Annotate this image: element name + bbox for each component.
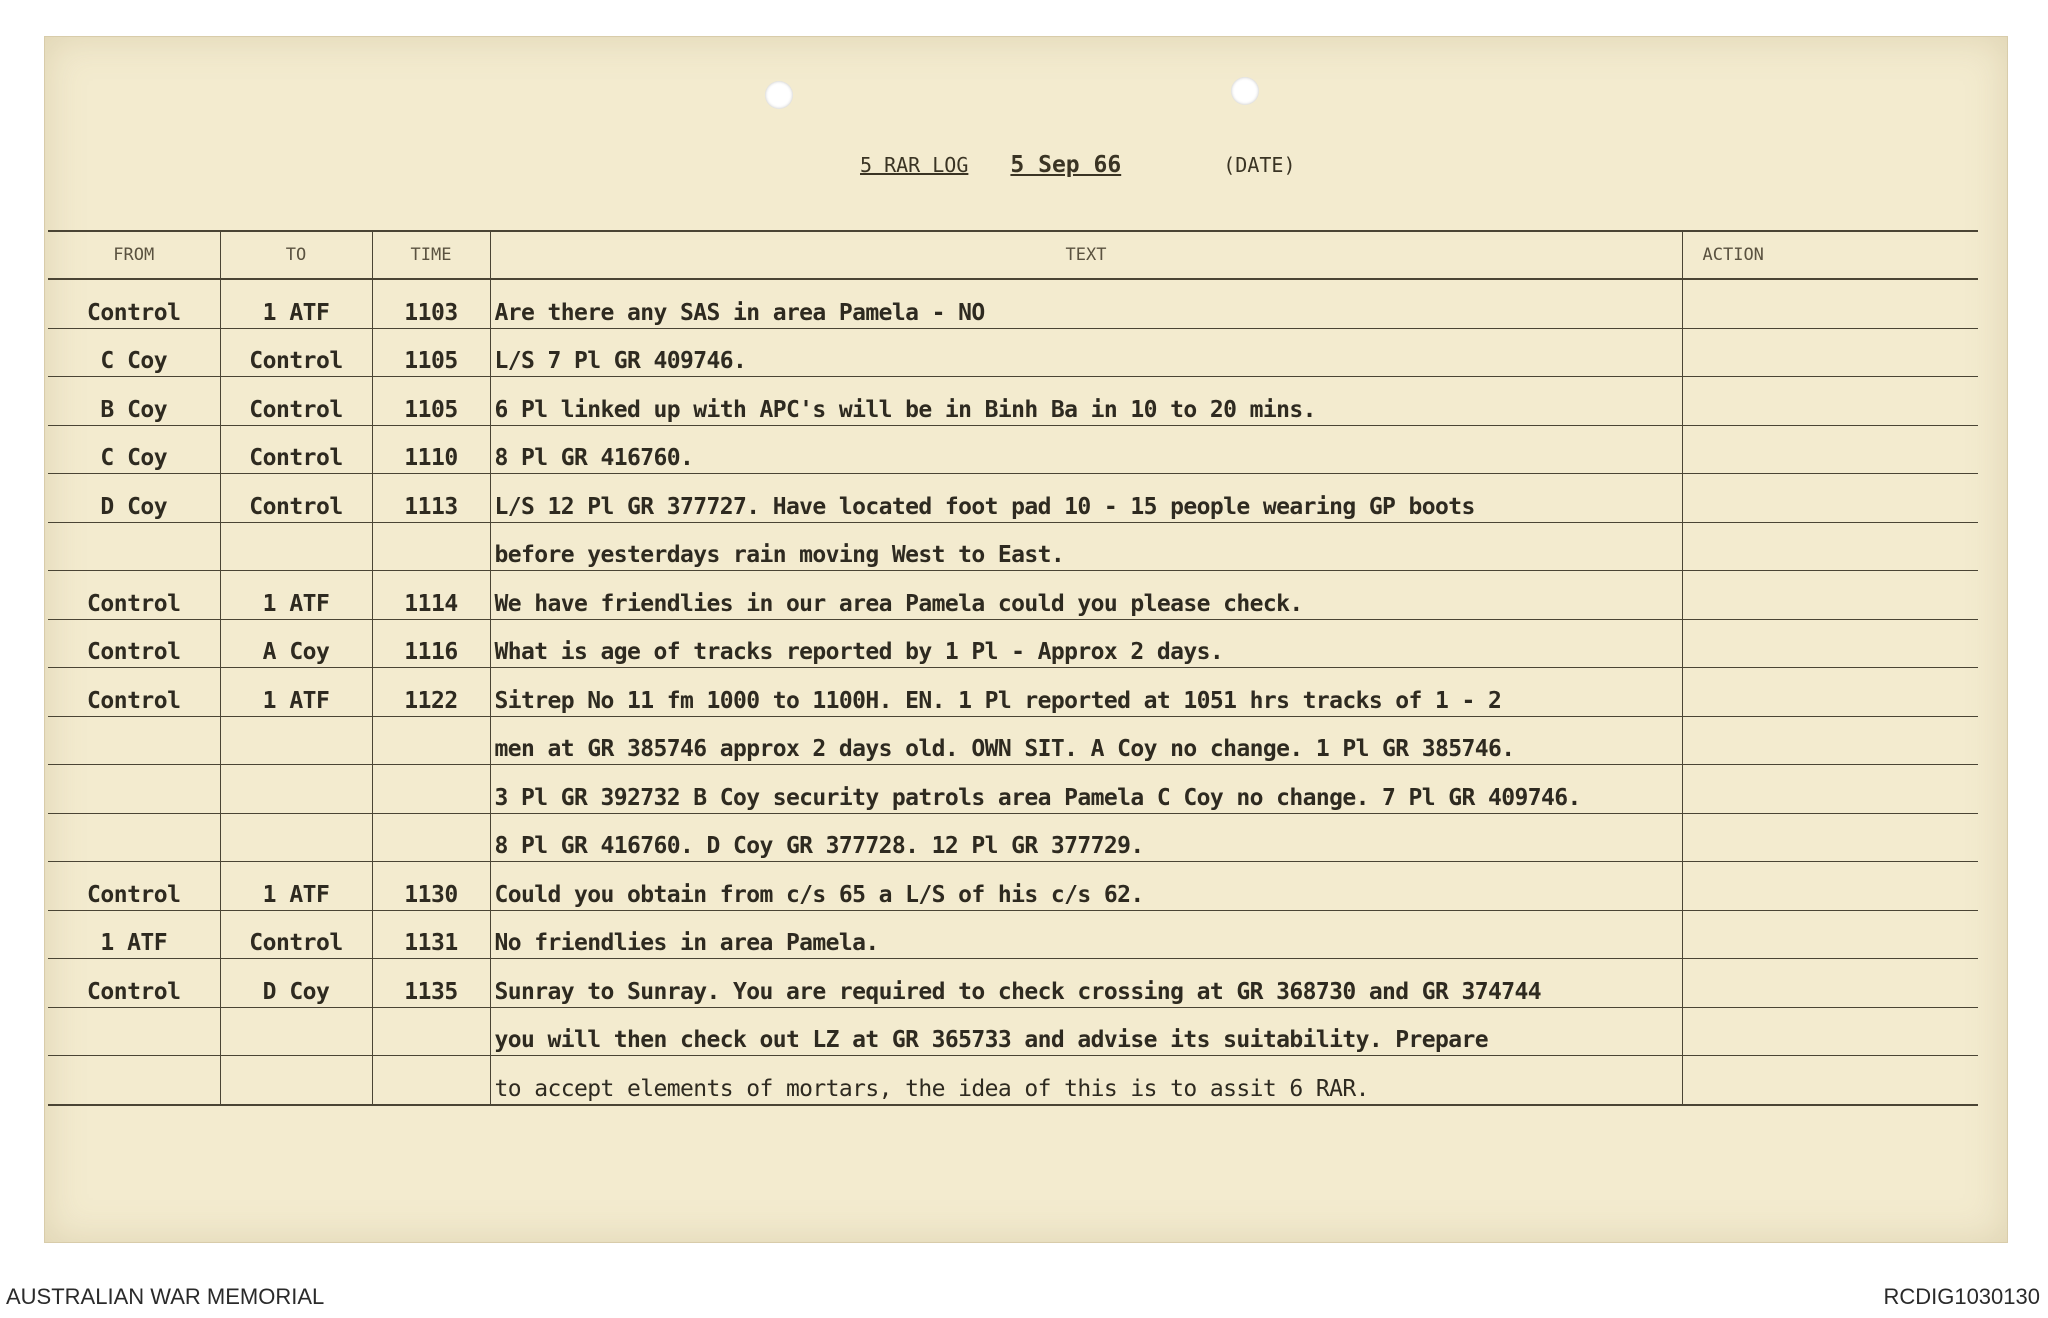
cell-text [490, 619, 1682, 668]
cell-from [48, 959, 220, 1008]
cell-time [372, 328, 490, 377]
cell-from [48, 1056, 220, 1105]
cell-to-value: Control [249, 930, 343, 956]
cell-text-value: before yesterdays rain moving West to East. [494, 542, 1065, 568]
cell-from [48, 328, 220, 377]
cell-action [1682, 716, 1978, 765]
cell-text [490, 959, 1682, 1008]
cell-to [220, 813, 372, 862]
cell-from [48, 571, 220, 620]
cell-time [372, 279, 490, 328]
cell-action [1682, 813, 1978, 862]
column-header-to: TO [220, 231, 372, 279]
cell-action [1682, 1056, 1978, 1105]
cell-time [372, 910, 490, 959]
cell-from [48, 668, 220, 717]
cell-text-value: 8 Pl GR 416760. [494, 445, 694, 471]
cell-time [372, 474, 490, 523]
table-row [48, 474, 1978, 523]
institution-label: AUSTRALIAN WAR MEMORIAL [6, 1284, 325, 1309]
cell-text [490, 1056, 1682, 1105]
cell-text [490, 425, 1682, 474]
cell-from-value: C Coy [100, 348, 168, 374]
cell-to [220, 474, 372, 523]
cell-action [1682, 279, 1978, 328]
cell-from [48, 619, 220, 668]
cell-from-value: Control [87, 590, 181, 617]
cell-text [490, 522, 1682, 571]
page-title [860, 152, 1320, 180]
cell-time [372, 716, 490, 765]
cell-time-value: 1103 [404, 299, 458, 326]
cell-to [220, 377, 372, 426]
cell-text-value: you will then check out LZ at GR 365733 and advise its suitability. Prepare [494, 1027, 1489, 1053]
cell-from-value: Control [87, 687, 181, 714]
cell-from-value: Control [87, 299, 181, 326]
table-row [48, 862, 1978, 911]
cell-time-value: 1105 [404, 396, 458, 423]
cell-action [1682, 1007, 1978, 1056]
cell-from [48, 1007, 220, 1056]
log-entries [48, 279, 1978, 1105]
cell-text [490, 862, 1682, 911]
cell-action [1682, 425, 1978, 474]
cell-text-value: Could you obtain from c/s 65 a L/S of his c/s 62. [494, 881, 1144, 908]
cell-to [220, 425, 372, 474]
cell-text [490, 716, 1682, 765]
cell-to-value: 1 ATF [262, 687, 330, 714]
cell-time [372, 959, 490, 1008]
cell-text [490, 668, 1682, 717]
cell-to [220, 959, 372, 1008]
cell-text [490, 377, 1682, 426]
cell-text-value: 6 Pl linked up with APC's will be in Binh Ba in 10 to 20 mins. [494, 396, 1316, 423]
cell-time-value: 1113 [404, 493, 458, 520]
cell-text [490, 1007, 1682, 1056]
cell-action [1682, 522, 1978, 571]
cell-to-value: D Coy [262, 978, 330, 1005]
cell-time-value: 1116 [404, 639, 458, 665]
table-row [48, 571, 1978, 620]
cell-action [1682, 765, 1978, 814]
cell-to [220, 571, 372, 620]
cell-to [220, 668, 372, 717]
cell-from-value: 1 ATF [100, 930, 168, 956]
cell-to-value: Control [249, 445, 343, 471]
cell-time [372, 1056, 490, 1105]
cell-to [220, 328, 372, 377]
cell-text-value: L/S 12 Pl GR 377727. Have located foot pad 10 - 15 people wearing GP boots [494, 493, 1475, 520]
column-header-action: ACTION [1682, 231, 1978, 279]
cell-time [372, 619, 490, 668]
cell-text-value: men at GR 385746 approx 2 days old. OWN SIT. A Coy no change. 1 Pl GR 385746. [494, 736, 1515, 762]
cell-to [220, 716, 372, 765]
log-label: 5 RAR LOG [860, 153, 969, 177]
cell-action [1682, 668, 1978, 717]
cell-from [48, 279, 220, 328]
log-table [48, 230, 1978, 1106]
cell-text-value: No friendlies in area Pamela. [494, 930, 879, 956]
column-header-text: TEXT [490, 231, 1682, 279]
cell-time-value: 1114 [404, 590, 458, 617]
cell-to [220, 1007, 372, 1056]
cell-time [372, 813, 490, 862]
cell-text-value: Are there any SAS in area Pamela - NO [494, 299, 985, 326]
table-row [48, 813, 1978, 862]
table-row [48, 910, 1978, 959]
cell-to-value: 1 ATF [262, 590, 330, 617]
cell-text-value: 8 Pl GR 416760. D Coy GR 377728. 12 Pl GR 377729. [494, 833, 1144, 859]
cell-action [1682, 910, 1978, 959]
cell-from [48, 862, 220, 911]
cell-time-value: 1135 [404, 978, 458, 1005]
cell-from [48, 910, 220, 959]
cell-text [490, 910, 1682, 959]
column-header-time: TIME [372, 231, 490, 279]
cell-from-value: B Coy [100, 396, 168, 423]
date-label: (DATE) [1223, 153, 1296, 177]
cell-text-value: L/S 7 Pl GR 409746. [494, 348, 747, 374]
cell-to-value: A Coy [262, 639, 330, 665]
cell-time [372, 377, 490, 426]
table-header-row [48, 231, 1978, 279]
table-row [48, 716, 1978, 765]
cell-time-value: 1122 [404, 687, 458, 714]
cell-time [372, 765, 490, 814]
cell-from [48, 522, 220, 571]
cell-to-value: Control [249, 396, 343, 423]
table-row [48, 765, 1978, 814]
cell-from [48, 716, 220, 765]
cell-action [1682, 377, 1978, 426]
cell-to [220, 279, 372, 328]
cell-from-value: Control [87, 639, 181, 665]
table-row [48, 668, 1978, 717]
cell-to-value: Control [249, 348, 343, 374]
cell-text [490, 328, 1682, 377]
cell-action [1682, 474, 1978, 523]
cell-text [490, 571, 1682, 620]
cell-action [1682, 619, 1978, 668]
column-header-from: FROM [48, 231, 220, 279]
cell-time-value: 1110 [404, 445, 458, 471]
cell-to [220, 765, 372, 814]
cell-text [490, 813, 1682, 862]
cell-to-value: 1 ATF [262, 881, 330, 908]
cell-action [1682, 959, 1978, 1008]
cell-text-value: We have friendlies in our area Pamela could you please check. [494, 590, 1303, 617]
cell-to-value: 1 ATF [262, 299, 330, 326]
cell-time [372, 425, 490, 474]
cell-from [48, 813, 220, 862]
cell-time [372, 862, 490, 911]
reference-number: RCDIG1030130 [1883, 1284, 2040, 1309]
cell-from [48, 765, 220, 814]
cell-time [372, 571, 490, 620]
cell-time [372, 522, 490, 571]
cell-text [490, 765, 1682, 814]
cell-text-value: to accept elements of mortars, the idea of this is to assit 6 RAR. [494, 1075, 1369, 1102]
cell-text-value: 3 Pl GR 392732 B Coy security patrols area Pamela C Coy no change. 7 Pl GR 409746. [494, 784, 1581, 811]
table-row [48, 328, 1978, 377]
table-row [48, 522, 1978, 571]
table-row [48, 1056, 1978, 1105]
cell-time [372, 1007, 490, 1056]
table-row [48, 377, 1978, 426]
cell-text-value: Sitrep No 11 fm 1000 to 1100H. EN. 1 Pl reported at 1051 hrs tracks of 1 - 2 [494, 687, 1502, 714]
cell-text-value: Sunray to Sunray. You are required to check crossing at GR 368730 and GR 374744 [494, 978, 1542, 1005]
cell-time-value: 1130 [404, 881, 458, 908]
cell-time [372, 668, 490, 717]
cell-from [48, 425, 220, 474]
cell-to [220, 522, 372, 571]
cell-to [220, 862, 372, 911]
table-row [48, 425, 1978, 474]
cell-to [220, 910, 372, 959]
cell-text [490, 474, 1682, 523]
table-row [48, 959, 1978, 1008]
cell-time-value: 1105 [404, 348, 458, 374]
cell-action [1682, 328, 1978, 377]
table-row [48, 279, 1978, 328]
cell-text-value: What is age of tracks reported by 1 Pl - Approx 2 days. [494, 639, 1224, 665]
cell-to [220, 1056, 372, 1105]
table-row [48, 1007, 1978, 1056]
cell-from-value: D Coy [100, 493, 168, 520]
punch-hole-right [1231, 77, 1259, 105]
table-row [48, 619, 1978, 668]
cell-to-value: Control [249, 493, 343, 520]
cell-from-value: C Coy [100, 445, 168, 471]
cell-from-value: Control [87, 978, 181, 1005]
cell-text [490, 279, 1682, 328]
cell-to [220, 619, 372, 668]
cell-action [1682, 571, 1978, 620]
cell-from [48, 474, 220, 523]
cell-action [1682, 862, 1978, 911]
cell-from-value: Control [87, 881, 181, 908]
log-date: 5 Sep 66 [1010, 152, 1122, 178]
cell-time-value: 1131 [404, 930, 458, 956]
cell-from [48, 377, 220, 426]
punch-hole-left [765, 81, 793, 109]
